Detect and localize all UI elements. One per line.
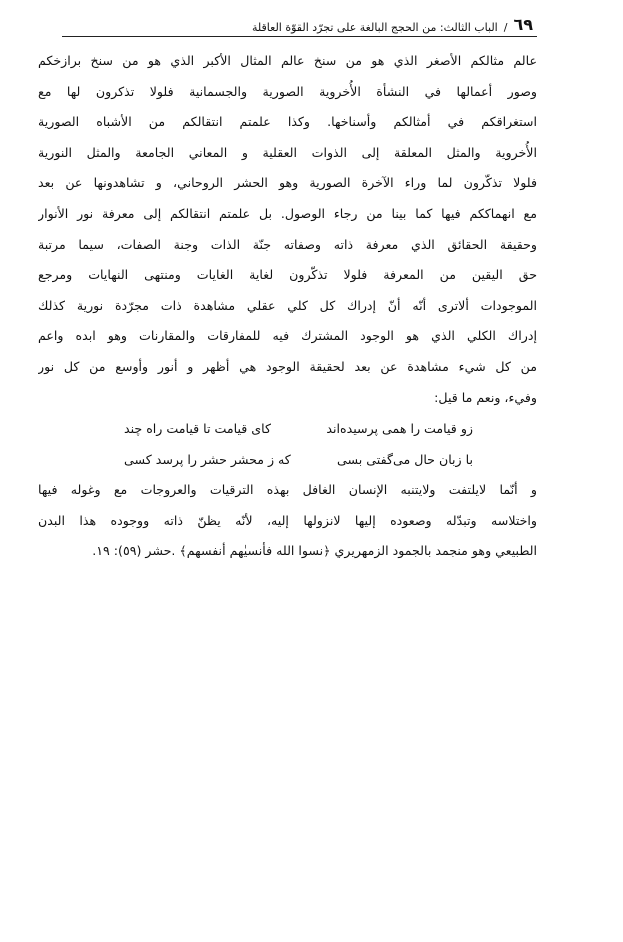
- text-line: من كل شيء مشاهدة عن بعد لحقيقة الوجود هي أظهر و أنور وأوسع من كل نور: [38, 358, 537, 374]
- header-rule: [62, 36, 537, 37]
- hemistich-left: کای قیامت تا قیامت راه چند: [124, 421, 271, 437]
- poem: [38, 413, 537, 475]
- text-line: وحقيقة الحقائق الذي معرفة ذاته وصفاته جنّة الذات وجنة الصفات، سيما مرتبة: [38, 236, 537, 252]
- text-line: الأُخروية والمثل المعلقة إلى الذوات العقلية و المعاني الجامعة والمثل النورية: [38, 144, 537, 160]
- header-separator: /: [503, 21, 508, 34]
- text-line: و أنّما لايلتفت ولايتنبه الإنسان الغافل بهذه الترقيات والعروجات مع وغوله فيها: [38, 482, 537, 498]
- text-line: واختلاسه وتبدّله وصعوده إليها لانزولها إليه، لأنّه يظنّ ذاته ووجوده هذا البدن: [38, 512, 537, 528]
- text-line: فلولا تذكّرون لما وراء الآخرة الصورية وهو الحشر الروحاني، و تشاهدونها عن بعد: [38, 175, 537, 191]
- text-line: عالم مثالكم الأصغر الذي هو من سنخ عالم المثال الأكبر الذي هو من سنخ برازخكم: [38, 53, 537, 68]
- hemistich-left: که ز محشر حشر را پرسد کسی: [124, 452, 291, 468]
- text-line: الموجودات ألاترى أنّه أنّ إدراك كل كلي عقلي مشاهدة ذات مجرّدة نورية كذلك: [38, 297, 537, 313]
- hemistich-right: با زبان حال می‌گفتی بسی: [337, 452, 473, 468]
- page-number: ٦٩: [513, 15, 533, 34]
- text-line: الطبيعي وهو منجمد بالجمود الزمهريري ﴿نسوا الله فأنسيٰهم أنفسهم﴾ .حشر (٥٩): ١٩.: [92, 543, 537, 559]
- poem-verse: [38, 413, 537, 444]
- text-line: إدراك الكلي الذي هو الوجود المشترك فيه للمفارقات والمقارنات وهو ابده واعم: [38, 328, 537, 344]
- body-text: [38, 46, 537, 567]
- running-title: الباب الثالث: من الحجج البالغة على تجرّد القوّة العاقلة: [252, 21, 498, 34]
- paragraph-1: [38, 46, 537, 413]
- paragraph-2: [38, 475, 537, 567]
- poem-verse: [38, 444, 537, 475]
- hemistich-right: زو قيامت را همی پرسیده‌اند: [326, 421, 473, 437]
- text-line: حق اليقين من المعرفة فلولا تذكّرون لغاية الغايات ومنتهى النهايات ومرجع: [38, 267, 537, 283]
- running-header: [120, 8, 533, 34]
- text-line: مع انهماككم فيها كما بينا من رجاء الوصول. بل علمتم انتقالكم إلى معرفة نور الأنوار: [38, 205, 537, 221]
- text-line: استغراقكم في أمثالكم وأسناخها. وكذا علمتم انتقالكم من الأشباه الصورية: [38, 114, 537, 130]
- text-line: وصور أعمالها في النشأة الأُخروية الصورية والجسمانية فلولا تذكرون لها مع: [38, 83, 537, 99]
- text-line: وفيء، ونعم ما قيل:: [434, 389, 537, 405]
